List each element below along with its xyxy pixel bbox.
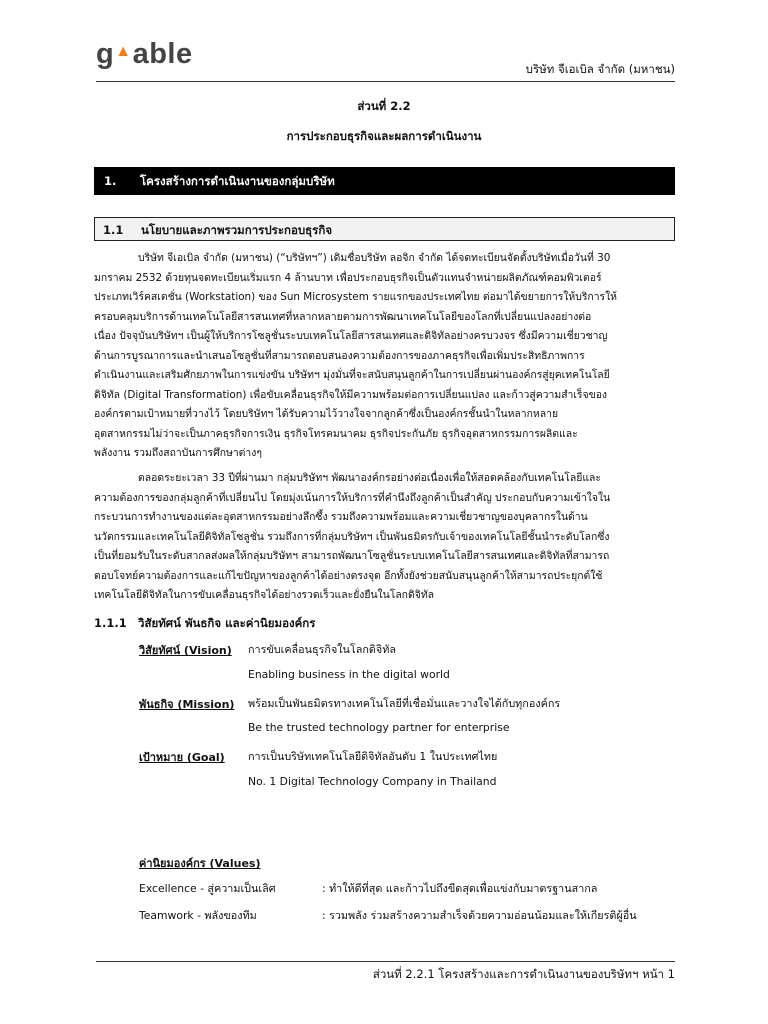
- paragraph-line: ดิจิทัล (Digital Transformation) เพื่อขับเคลื่อนธุรกิจให้มีความพร้อมต่อการเปลี่ยนแปลง และก้าวสู่ความสำเร็จของ: [94, 388, 608, 401]
- mission-thai: พร้อมเป็นพันธมิตรทางเทคโนโลยีที่เชื่อมั่นและวางใจได้กับทุกองค์กร: [248, 697, 561, 710]
- subsubsection-number: 1.1.1: [94, 616, 127, 630]
- paragraph-history: [94, 249, 676, 464]
- goal-thai: การเป็นบริษัทเทคโนโลยีดิจิทัลอันดับ 1 ในประเทศไทย: [248, 750, 498, 763]
- vision-label: วิสัยทัศน์ (Vision): [139, 644, 232, 657]
- page-footer: ส่วนที่ 2.2.1 โครงสร้างและการดำเนินงานของบริษัทฯ หน้า 1: [372, 967, 675, 981]
- subsection-number: 1.1: [103, 223, 124, 237]
- part-title: การประกอบธุรกิจและผลการดำเนินงาน: [286, 129, 482, 143]
- paragraph-line: ความต้องการของกลุ่มลูกค้าที่เปลี่ยนไป โดยมุ่งเน้นการให้บริการที่คำนึงถึงลูกค้าเป็นสำคัญ ประกอบกับความเข้าใจใน: [94, 491, 611, 504]
- paragraph-line: ดำเนินงานและเสริมศักยภาพในการแข่งขัน บริษัทฯ มุ่งมั่นที่จะสนับสนุนลูกค้าในการเปลี่ยนผ่านองค์กรสู่ยุคเทคโนโลยี: [94, 369, 610, 381]
- logo-arrow-icon: ▲: [115, 43, 132, 60]
- header-rule: [96, 81, 675, 82]
- goal-english: No. 1 Digital Technology Company in Thailand: [248, 775, 497, 788]
- paragraph-line: เป็นที่ยอมรับในระดับสากลส่งผลให้กลุ่มบริษัทฯ สามารถพัฒนาโซลูชั่นระบบเทคโนโลยีสารสนเทศและดิจิทัลที่สามารถ: [94, 550, 610, 562]
- paragraph-line: องค์กรตามเป้าหมายที่วางไว้ โดยบริษัทฯ ได้รับความไว้วางใจจากลูกค้าซึ่งเป็นองค์กรชั้นนำในหลากหลาย: [94, 408, 559, 420]
- paragraph-line: นวัตกรรมและเทคโนโลยีดิจิทัลโซลูชั่น รวมถึงการที่กลุ่มบริษัทฯ เป็นพันธมิตรกับเจ้าของเทคโนโลยีชั้นนำระดับโลกซึ่ง: [94, 530, 610, 543]
- paragraph-line: เทคโนโลยีดิจิทัลในการขับเคลื่อนธุรกิจได้อย่างรวดเร็วและยั่งยืนในโลกดิจิทัล: [94, 589, 435, 601]
- section-heading: [94, 167, 675, 195]
- paragraph-line: บริษัท จีเอเบิล จำกัด (มหาชน) (“บริษัทฯ”) เดิมชื่อบริษัท ลอจิก จำกัด ได้จดทะเบียนจัดตั้งบริษัทเมื่อวันที่ 30: [138, 252, 611, 264]
- paragraph-line: เนื่อง ปัจจุบันบริษัทฯ เป็นผู้ให้บริการโซลูชั่นระบบเทคโนโลยีสารสนเทศและดิจิทัลอย่างครบวงจร ซึ่งมีความเชี่ยวชาญ: [94, 330, 608, 342]
- paragraph-development: [94, 469, 676, 606]
- values-heading: ค่านิยมองค์กร (Values): [139, 857, 261, 870]
- goal-label: เป้าหมาย (Goal): [139, 751, 225, 764]
- subsubsection-heading: [94, 615, 315, 633]
- subsection-title: นโยบายและภาพรวมการประกอบธุรกิจ: [141, 223, 333, 237]
- subsection-heading: [94, 217, 675, 241]
- mission-label: พันธกิจ (Mission): [139, 698, 235, 711]
- vision-thai: การขับเคลื่อนธุรกิจในโลกดิจิทัล: [248, 643, 396, 656]
- paragraph-line: ตอบโจทย์ความต้องการและแก้ไขปัญหาของลูกค้าได้อย่างตรงจุด อีกทั้งยังช่วยสนับสนุนลูกค้าให้สามารถประยุกต์ใช้: [94, 569, 603, 582]
- paragraph-line: ครอบคลุมบริการด้านเทคโนโลยีสารสนเทศที่หลากหลายตามการพัฒนาเทคโนโลยีของโลกที่เปลี่ยนแปลงอย่างต่อ: [94, 310, 592, 323]
- section-title: โครงสร้างการดำเนินงานของกลุ่มบริษัท: [140, 174, 335, 188]
- paragraph-line: ด้านการบูรณาการและนำเสนอโซลูชั่นที่สามารถตอบสนองความต้องการของภาคธุรกิจเพื่อเพิ่มประสิทธิภาพการ: [94, 349, 585, 362]
- vision-english: Enabling business in the digital world: [248, 668, 450, 681]
- paragraph-line: กระบวนการทำงานของแต่ละอุตสาหกรรมอย่างลึกซึ้ง รวมถึงความพร้อมและความเชี่ยวชาญของบุคลากรในด้าน: [94, 511, 588, 523]
- logo-text-right: able: [132, 38, 193, 70]
- value-desc-excellence: : ทำให้ดีที่สุด และก้าวไปถึงขีดสุดเพื่อแข่งกับมาตรฐานสากล: [322, 882, 598, 895]
- value-name-excellence: Excellence - สู่ความเป็นเลิศ: [139, 882, 276, 895]
- paragraph-line: มกราคม 2532 ด้วยทุนจดทะเบียนเริ่มแรก 4 ล้านบาท เพื่อประกอบธุรกิจเป็นตัวแทนจำหน่ายผลิตภัณฑ์คอมพิวเตอร์: [94, 271, 602, 284]
- footer-rule: [96, 961, 675, 962]
- value-desc-teamwork: : รวมพลัง ร่วมสร้างความสำเร็จด้วยความอ่อนน้อมและให้เกียรติผู้อื่น: [322, 909, 637, 922]
- paragraph-line: อุตสาหกรรมไม่ว่าจะเป็นภาคธุรกิจการเงิน ธุรกิจโทรคมนาคม ธุรกิจประกันภัย ธุรกิจอุตสาหกรรมการผลิตและ: [94, 427, 578, 440]
- paragraph-line: ประเภทเวิร์คสเตชั่น (Workstation) ของ Sun Microsystem รายแรกของประเทศไทย ต่อมาได้ขยายการให้บริการให้: [94, 291, 618, 303]
- paragraph-line: พลังงาน รวมถึงสถาบันการศึกษาต่างๆ: [94, 447, 262, 459]
- mission-english: Be the trusted technology partner for enterprise: [248, 721, 510, 734]
- gable-logo: [96, 38, 193, 71]
- value-name-teamwork: Teamwork - พลังของทีม: [139, 909, 257, 922]
- part-number: ส่วนที่ 2.2: [357, 99, 411, 113]
- company-name: บริษัท จีเอเบิล จำกัด (มหาชน): [525, 62, 675, 76]
- logo-text-left: g: [96, 38, 115, 70]
- subsubsection-title: วิสัยทัศน์ พันธกิจ และค่านิยมองค์กร: [138, 616, 316, 630]
- paragraph-line: ตลอดระยะเวลา 33 ปีที่ผ่านมา กลุ่มบริษัทฯ พัฒนาองค์กรอย่างต่อเนื่องเพื่อให้สอดคล้องกับเทคโนโลยีและ: [138, 472, 601, 484]
- section-number: 1.: [104, 174, 117, 188]
